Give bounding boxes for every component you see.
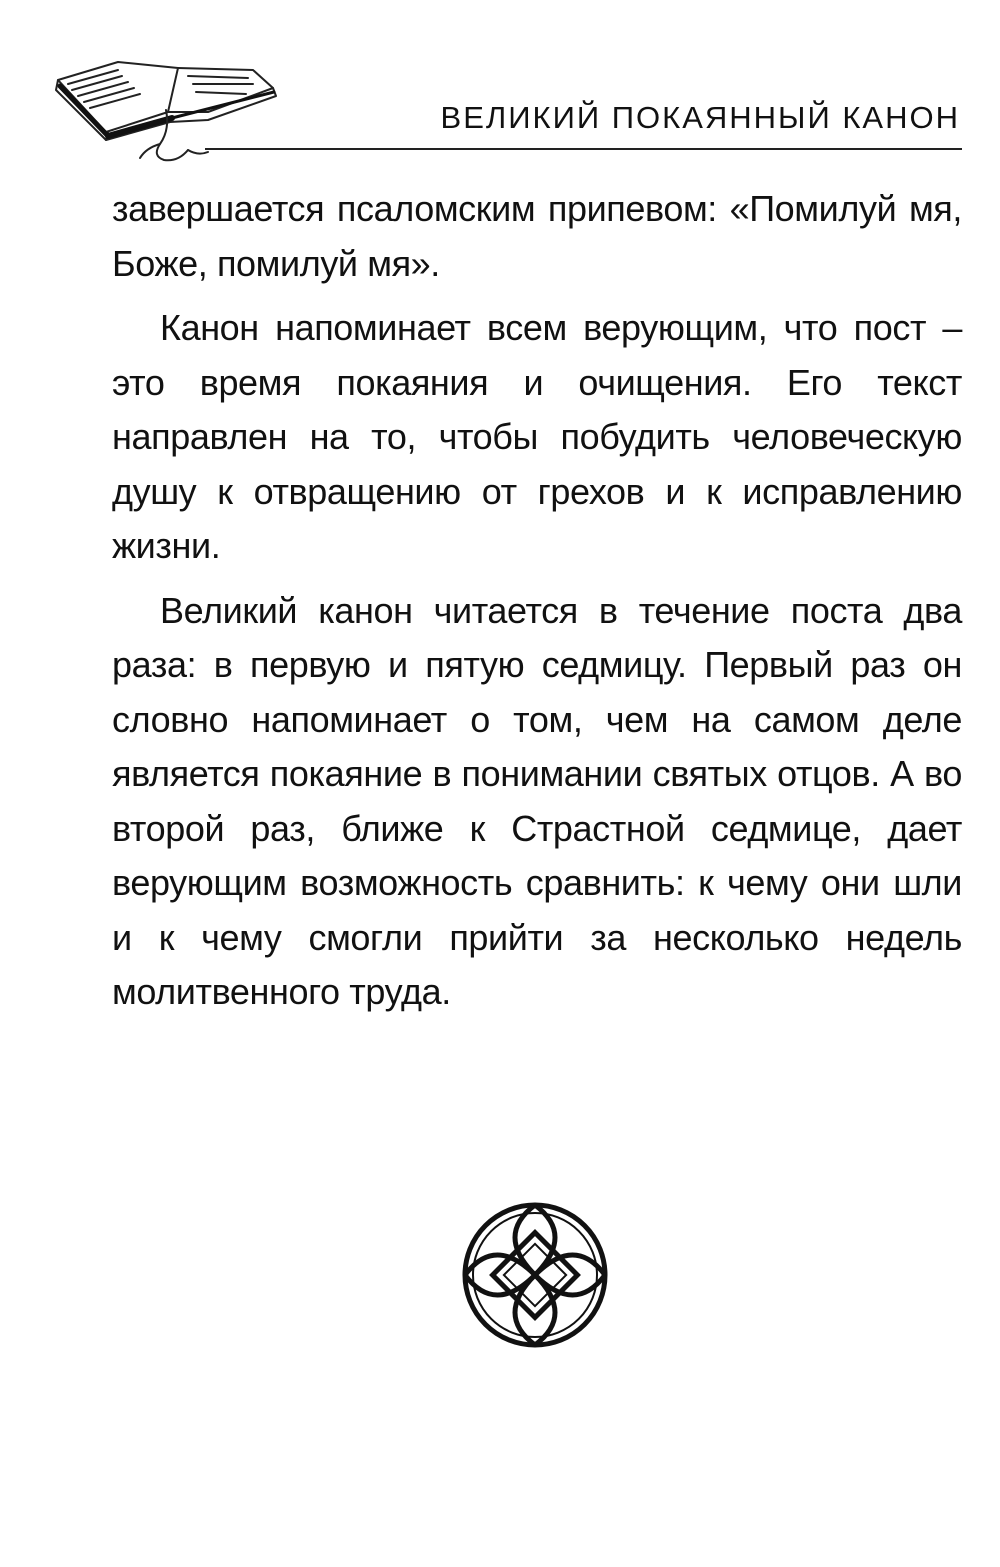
body-text [112,182,962,1020]
open-book-icon [48,40,288,170]
paragraph-continuation: завершается псаломским припевом: «Помилуй мя, Боже, помилуй мя». [112,188,962,284]
header-rule [205,148,962,150]
running-head: ВЕЛИКИЙ ПОКАЯННЫЙ КАНОН [440,100,960,135]
celtic-knot-icon [455,1195,615,1355]
paragraph: Канон напоминает всем верующим, что пост – это время покаяния и очищения. Его текст направлен на то, чтобы побудить человеческую душу к отвращению от грехов и к исправлению жизни. [112,307,962,566]
paragraph: Великий канон читается в течение поста два раза: в первую и пятую седмицу. Первый раз он словно напоминает о том, чем на самом деле является покаяние в понимании святых отцов. А во второй раз, ближе к Страстной седмице, дает верующим возможность сравнить: к чему они шли и к чему смогли прийти за несколько недель молитвенного труда. [112,589,962,1012]
